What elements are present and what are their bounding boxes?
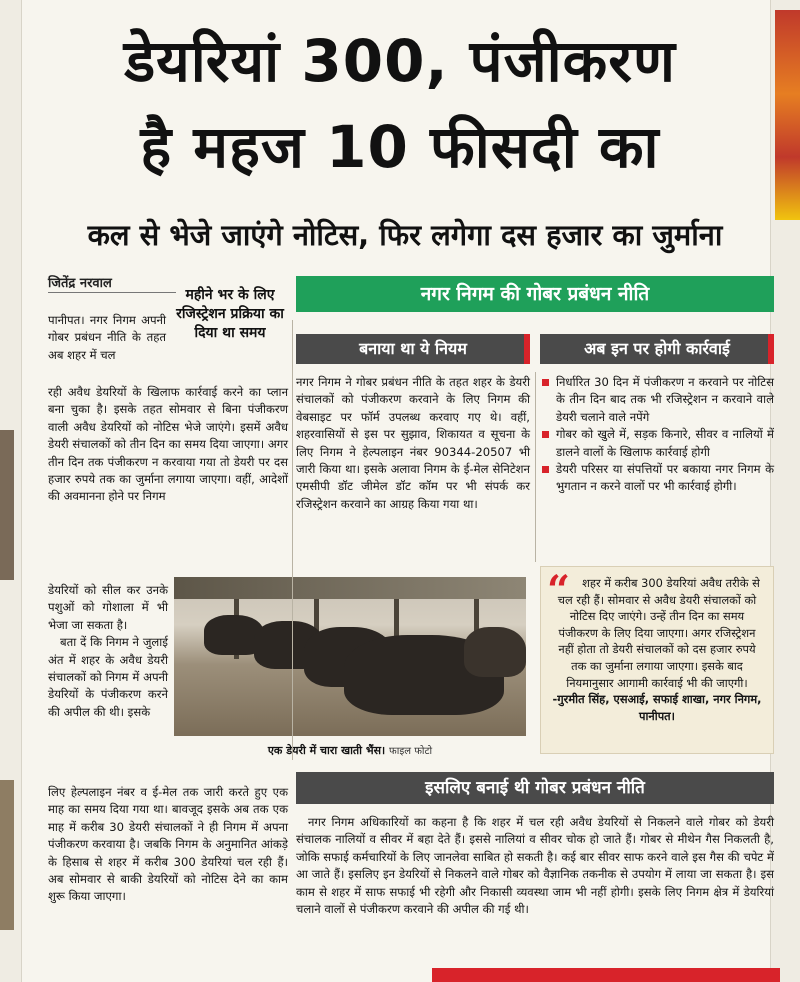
photo-buffalo [464,627,526,677]
next-story-red-bar [432,968,780,982]
photo-credit: फाइल फोटो [389,746,433,757]
photo-caption [174,743,526,758]
byline: जितेंद्र नरवाल [48,276,112,291]
main-story-p1b: रही अवैध डेयरियों के खिलाफ कार्रवाई करने का प्लान बना चुका है। इसके तहत सोमवार से बिना पंजीकरण वाली अवैध डेयरियों को नोटिस भेजे जाएंगे। इसमें अवैध डेयरी संचालकों को तीन दिन का समय दिया जाएगा। अगर तीन दिन तक पंजीकरण न करवाया गया तो डेयरी पर दस हजार रुपये तक का जुर्माना लगाया जाएगा। वहीं, आदेशों की अवमानना होने पर निगम [48,385,288,504]
main-story-intro [48,312,166,364]
byline-rule [48,292,176,293]
main-story-body [48,384,288,506]
why-box-paragraph: नगर निगम अधिकारियों का कहना है कि शहर में चल रही अवैध डेयरियों से निकलने वाले गोबर को डेयरी संचालक नालियों व सीवर में बहा देते हैं। इससे नालियां व सीवर चोक हो जाते हैं। गोबर से मीथेन गैस निकलती है, जोकि सफाई कर्मचारियों के लिए जानलेवा साबित हो सकती है। कई बार सीवर साफ करने वाले इस गैस की चपेट में आ जाते हैं। इसलिए इन डेयरियों से निकलने वाले गोबर को वैज्ञानिक तकनीक से उपयोग में लाया जा सकता है। इस काम से शहर में साफ सफाई भी रहेगी और निकासी व्यवस्था जाम भी नहीं होगी। इसके लिए निगम क्षेत्र में डेयरियां चलाने वालों से पंजीकरण करवाने की अपील की गई थी। [296,815,775,917]
photo-caption-text: एक डेयरी में चारा खाती भैंस। [267,744,386,757]
left-adjacent-photo [0,430,14,580]
quote-text: शहर में करीब 300 डेयरियां अवैध तरीके से चल रही हैं। सोमवार से अवैध डेयरी संचालकों को नोटिस दिए जाएंगे। उन्हें तीन दिन का समय पंजीकरण के लिए दिया जाएगा। अगर रजिस्ट्रेशन नहीं होता तो डेयरी संचालकों को दस हजार रुपये तक का जुर्माना लगाया जाएगा। इसके बाद नियमानुसार आगामी कार्रवाई भी की जाएगी। [557,576,760,690]
subheadline: कल से भेजे जाएंगे नोटिस, फिर लगेगा दस हजार का जुर्माना [87,218,723,252]
action-item: डेयरी परिसर या संपत्तियों पर बकाया नगर निगम के भुगतान न करने वालों पर भी कार्रवाई होगी। [540,461,774,496]
headline-line-2: है महज 10 फीसदी का [140,113,660,181]
headline-line-1: डेयरियां 300, पंजीकरण [124,27,676,95]
quote-attribution: -गुरमीत सिंह, एसआई, सफाई शाखा, नगर निगम, पानीपत। [552,692,762,723]
main-story-p2a: बता दें कि निगम ने जुलाई अंत में शहर के अवैध डेयरी संचालकों को निगम में अपनी डेयरियों के पंजीकरण करने की अपील की थी। इसके [48,635,168,719]
main-story-p1c: डेयरियों को सील कर उनके पशुओं को गोशाला में भी भेजा जा सकता है। [48,583,168,632]
main-story-body-end [48,784,288,906]
column-divider [292,320,293,760]
action-item: गोबर को खुले में, सड़क किनारे, सीवर व नालियों में डालने वालों के खिलाफ कार्रवाई होगी [540,426,774,461]
sidebox-highlight: महीने भर के लिए रजिस्ट्रेशन प्रक्रिया का दिया था समय [176,287,284,341]
official-quote-box [540,566,774,754]
action-item: निर्धारित 30 दिन में पंजीकरण न करवाने पर नोटिस के तीन दिन बाद तक भी रजिस्ट्रेशन न करवाने वाले डेयरी चलाने वाले नपेंगे [540,374,774,426]
rule-box-paragraph: नगर निगम ने गोबर प्रबंधन नीति के तहत शहर के डेयरी संचालकों को पंजीकरण करवाने के लिए निगम की वेबसाइट पर फॉर्म उपलब्ध करवाए गए थे। वहीं, शहरवासियों से इस पर सुझाव, शिकायत व सूचना के लिए निगम ने हेल्पलाइन नंबर 90344-20507 भी जारी किया था। इसके अलावा निगम के ई-मेल सेनिटेशन एमसीपी डॉट जीमेल डॉट कॉम पर भी संपर्क कर रजिस्ट्रेशन करवाने का आग्रह किया गया था। [296,375,530,511]
left-adjacent-photo-2 [0,780,14,930]
right-adjacent-column [770,0,800,982]
column-divider [535,372,536,562]
why-box-text [296,814,774,918]
photo-shed-roof [174,577,526,599]
next-story-fragment [30,960,780,982]
left-adjacent-column [0,0,22,982]
right-adjacent-ad [775,10,800,220]
main-story-p2b: लिए हेल्पलाइन नंबर व ई-मेल तक जारी करते हुए एक माह का समय दिया गया था। बावजूद इसके अब तक एक माह में करीब 30 डेयरी संचालकों ने ही निगम में अपना पंजीकरण करवाया है। जबकि निगम के अनुमानित आंकड़े के हिसाब से शहर में करीब 300 डेयरियां चल रही हैं। अब सोमवार से बाकी डेयरियों को नोटिस देने का काम शुरू किया जाएगा। [48,785,288,904]
action-box-accent [768,334,774,364]
main-story-p1a: पानीपत। नगर निगम अपनी गोबर प्रबंधन नीति के तहत अब शहर में चल [48,313,166,362]
main-story-body-narrow [48,582,168,721]
action-box-list [540,374,774,496]
rule-box-title: बनाया था ये नियम [296,334,530,364]
buffalo-dairy-photo [174,577,526,736]
quote-mark-icon: “ [547,567,571,614]
why-box-title: इसलिए बनाई थी गोबर प्रबंधन नीति [296,772,774,804]
policy-banner: नगर निगम की गोबर प्रबंधन नीति [296,276,774,312]
rule-box-text [296,374,530,513]
rule-box-accent [524,334,530,364]
action-box-title: अब इन पर होगी कार्रवाई [540,334,774,364]
quote-content [551,575,763,724]
